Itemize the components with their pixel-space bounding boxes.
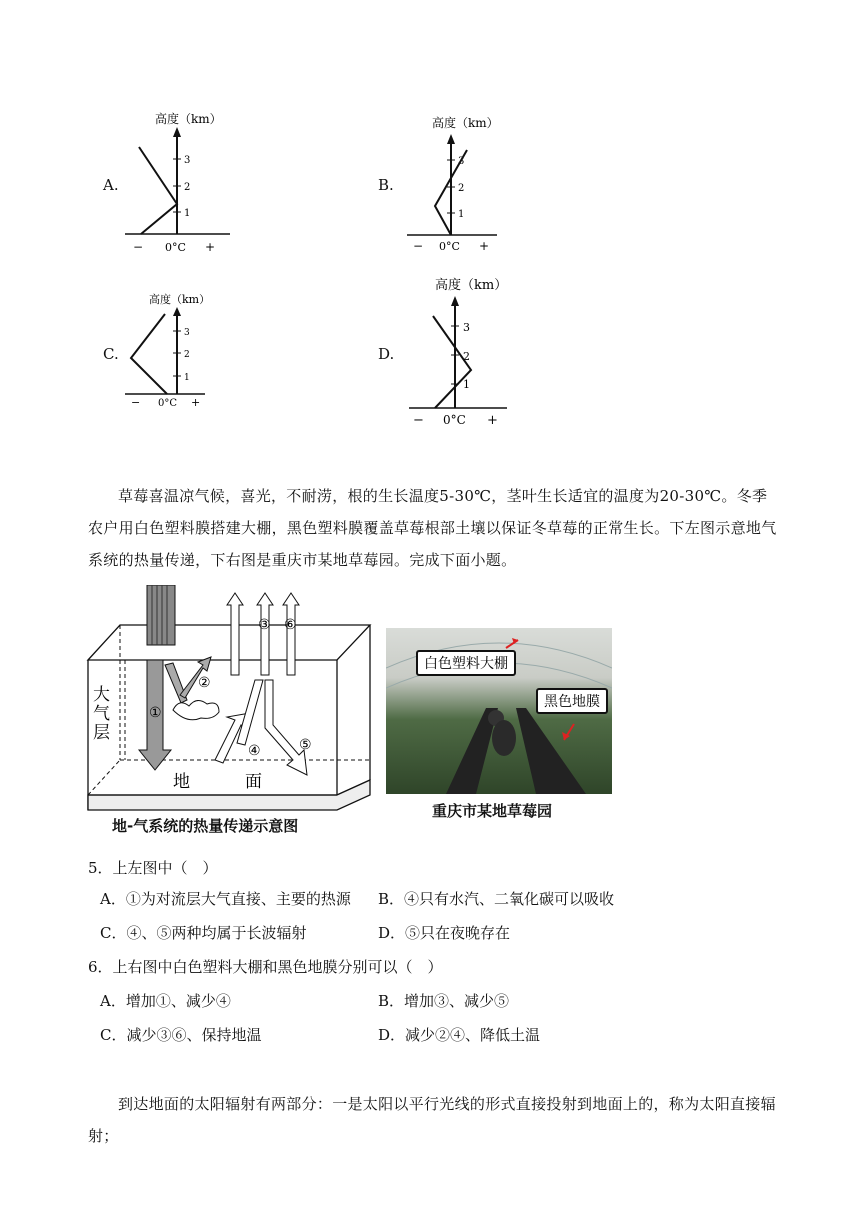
q6-option-a[interactable]: A．增加①、减少④ xyxy=(100,992,231,1010)
temperature-chart-a xyxy=(125,105,235,255)
ground-label-2: 面 xyxy=(245,772,262,792)
marker-2: ② xyxy=(198,675,211,691)
marker-4: ④ xyxy=(248,743,261,759)
chart-b-ylabel: 高度（km） xyxy=(432,116,499,130)
marker-5: ⑤ xyxy=(299,737,312,753)
bottom-passage: 到达地面的太阳辐射有两部分：一是太阳以平行光线的形式直接投射到地面上的，称为太阳直接辐射； xyxy=(88,1095,776,1145)
chart-b-xminus: − xyxy=(413,239,424,253)
option-c-letter: C. xyxy=(103,345,119,363)
q6-option-c[interactable]: C．减少③⑥、保持地温 xyxy=(100,1026,262,1044)
option-d-letter: D. xyxy=(378,345,395,363)
temperature-chart-c xyxy=(125,288,235,413)
chart-c-tick-1: 1 xyxy=(184,373,190,383)
marker-3: ③ xyxy=(258,617,271,633)
chart-a-tick-2: 2 xyxy=(184,182,191,193)
q5-option-d[interactable]: D．⑤只在夜晚存在 xyxy=(378,924,511,942)
diagram-caption: 地-气系统的热量传递示意图 xyxy=(112,817,299,835)
chart-b-tick-3: 3 xyxy=(458,156,465,167)
ground-label-1: 地 xyxy=(173,772,190,792)
chart-b-xzero: 0°C xyxy=(439,240,460,253)
temperature-chart-d xyxy=(405,272,520,432)
q6-option-d[interactable]: D．减少②④、降低土温 xyxy=(378,1026,541,1044)
chart-d-ylabel: 高度（km） xyxy=(435,278,508,293)
chart-d-tick-3: 3 xyxy=(463,321,470,334)
q6-stem: 6．上右图中白色塑料大棚和黑色地膜分别可以（ ） xyxy=(88,958,443,976)
chart-b-tick-1: 1 xyxy=(458,209,465,220)
chart-d-xminus: − xyxy=(413,413,424,428)
chart-a-ylabel: 高度（km） xyxy=(155,112,222,126)
chart-d-xplus: + xyxy=(487,413,498,428)
chart-c-tick-2: 2 xyxy=(184,350,190,360)
chart-a-xminus: − xyxy=(133,240,144,254)
chart-b-xplus: + xyxy=(479,239,490,253)
chart-c-xzero: 0°C xyxy=(158,398,178,409)
chart-d-xzero: 0°C xyxy=(443,413,466,427)
strawberry-farm-photo xyxy=(386,628,612,794)
marker-6: ⑥ xyxy=(284,617,297,633)
chart-c-xplus: + xyxy=(191,396,201,409)
reading-passage: 草莓喜温凉气候，喜光，不耐涝，根的生长温度5-30℃，茎叶生长适宜的温度为20-30℃。冬季农户用白色塑料膜搭建大棚，黑色塑料膜覆盖草莓根部土壤以保证冬草莓的正常生长。下左图示意地气系统的热量传递，下右图是重庆市某地草莓园。完成下面小题。 xyxy=(88,487,777,569)
q5-option-b[interactable]: B．④只有水汽、二氧化碳可以吸收 xyxy=(378,890,615,908)
greenhouse-label: 白色塑料大棚 xyxy=(416,650,516,676)
q6-option-b[interactable]: B．增加③、减少⑤ xyxy=(378,992,510,1010)
chart-c-xminus: − xyxy=(131,396,141,409)
chart-b-tick-2: 2 xyxy=(458,183,465,194)
atmosphere-label-2: 气 xyxy=(93,704,110,724)
option-b-letter: B. xyxy=(378,176,394,194)
option-a-letter: A. xyxy=(103,176,119,194)
chart-c-ylabel: 高度（km） xyxy=(149,293,211,306)
heat-transfer-diagram xyxy=(85,585,375,840)
chart-a-xzero: 0°C xyxy=(165,241,186,254)
atmosphere-label-3: 层 xyxy=(93,723,110,743)
q5-stem: 5．上左图中（ ） xyxy=(88,859,218,877)
q5-option-c[interactable]: C．④、⑤两种均属于长波辐射 xyxy=(100,924,307,942)
chart-d-tick-2: 2 xyxy=(463,350,470,363)
q5-option-a[interactable]: A．①为对流层大气直接、主要的热源 xyxy=(100,890,351,908)
photo-caption: 重庆市某地草莓园 xyxy=(432,802,553,820)
chart-a-xplus: + xyxy=(205,240,216,254)
chart-a-tick-3: 3 xyxy=(184,155,191,166)
chart-d-tick-1: 1 xyxy=(463,378,470,391)
atmosphere-label-1: 大 xyxy=(93,685,110,705)
chart-a-tick-1: 1 xyxy=(184,208,191,219)
chart-c-tick-3: 3 xyxy=(184,328,190,338)
temperature-chart-b xyxy=(405,110,505,255)
black-film-label: 黑色地膜 xyxy=(536,688,608,714)
marker-1: ① xyxy=(149,705,162,721)
